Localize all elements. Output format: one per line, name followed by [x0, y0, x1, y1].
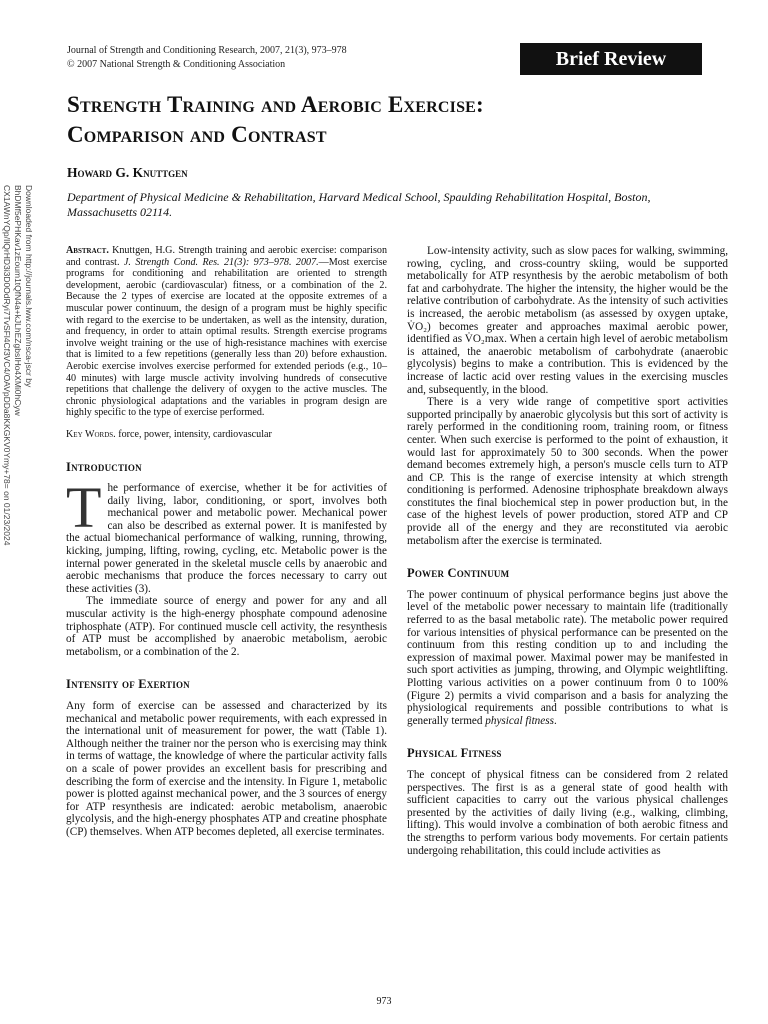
- left-column: [66, 245, 387, 839]
- page-number: 973: [376, 996, 392, 1007]
- drop-cap: T: [66, 475, 102, 541]
- watermark-line-1: Downloaded from http://journals.lww.com/nsca-jscr by BhDMf5ePHKav1zEoum1tQfN4a+kJLhEZgbsIHo4XMi0hCyw: [13, 185, 34, 416]
- download-watermark: [2, 185, 36, 605]
- keywords-label: Key Words.: [66, 428, 116, 440]
- section-heading-introduction: Introduction: [66, 459, 142, 474]
- power-paragraph-1: [407, 589, 728, 728]
- title-line-2: Comparison and Contrast: [67, 122, 327, 147]
- journal-citation: [67, 44, 347, 72]
- abstract-body: —Most exercise programs for conditioning and rehabilitation are oriented to strength development, aerobic (cardiovascular) fitness, or a combination of the 2. Because the 2 types of exercise are located at the opposite extremes of a muscular power continuum, the design of a program must be highly specific with regard to the exercise to be undertaken, as well as the intensity, duration, and frequency, in order to attain optimal results. Strength exercise programs involve weight training or the use of high-resistance machines with exercise that is limited to a few repetitions (generally less than 20) before exhaustion. Aerobic exercise involves exercise performed for extended periods (e.g., 10–40 minutes) with large muscle activity involving hundreds of consecutive repetitions that challenge the delivery of oxygen to the active muscles. The chronic physiological adaptations and the variables in program design are highly specific to the type of exercise performed.: [66, 256, 387, 419]
- fitness-paragraph-1: The concept of physical fitness can be considered from 2 related perspectives. The first is as a general state of good health with sufficient capacities to carry out the various physical challenges presented by the activities of daily living (e.g., walking, climbing, lifting). This would involve a combination of both aerobic fitness and the strengths to perform various body movements. For certain patients undergoing rehabilitation, this could include activities as: [407, 768, 728, 857]
- intro-paragraph-1: [66, 475, 387, 595]
- article-title: [67, 90, 707, 150]
- keywords-list: force, power, intensity, cardiovascular: [115, 428, 272, 440]
- power-paragraph-end: .: [553, 714, 557, 727]
- right-paragraph-1: Low-intensity activity, such as slow paces for walking, swimming, rowing, cycling, and cross-country skiing, would be supported metabolically for ATP resynthesis by the aerobic metabolism of both fat and carbohydrate. The higher the intensity, the higher would be the relative contribution of carbohydrate. As the intensity of such activities is increased, the aerobic metabolism (as assessed by oxygen uptake, V̇O₂) becomes greater and approaches maximal aerobic power, identified as V̇O₂max. When a certain high level of aerobic metabolism is attained, the anaerobic metabolism of carbohydrate (anaerobic glycolysis) begins to make a contribution. This is evidenced by the increase of lactic acid over resting values in the exercising muscles and, subsequently, in the blood.: [407, 245, 728, 396]
- right-column: [407, 245, 728, 857]
- intro-paragraph-1-text: he performance of exercise, whether it be for activities of daily living, labor, conditioning, or sport, involves both mechanical power and metabolic power. Mechanical power can also be described as external power. It is manifested by the actual biomechanical performance of walking, running, throwing, kicking, jumping, lifting, rowing, cycling, etc. Metabolic power is the internal power generated in the skeletal muscle cells by anaerobic and aerobic mechanisms that produce the forces necessary to carry out these activities (3).: [66, 482, 387, 595]
- article-type-badge: Brief Review: [520, 43, 702, 75]
- abstract-intro: Knuttgen, H.G. Strength training and aerobic exercise: comparison and contrast.: [66, 245, 387, 268]
- section-heading-physical-fitness: Physical Fitness: [407, 746, 502, 761]
- right-paragraph-2: There is a very wide range of competitive sport activities supported principally by anaerobic glycolysis but this sort of activity is rarely performed in the conditioning room, training room, or fitness center. When such exercise is performed to the point of exhaustion, it would last for approximately 50 to 300 seconds. When the power demand becomes extremely high, a person's muscle cells turn to ATP and CP. This is the range of exercise intensity at which strength conditioning is performed. Adenosine triphosphate breakdown always constitutes the final biochemical step in power production but, in the case of the highest levels of power production, stored ATP and CP provide all of the energy and they are reconstituted via aerobic metabolism after the exercise is terminated.: [407, 396, 728, 547]
- author-affiliation: Department of Physical Medicine & Rehabilitation, Harvard Medical School, Spaulding Rehabilitation Hospital, Boston, Massachusetts 02114.: [67, 190, 651, 219]
- section-heading-intensity: Intensity of Exertion: [66, 677, 190, 692]
- power-paragraph-italic: physical fitness: [485, 714, 554, 727]
- watermark-line-2: CX1AWnYQp/IlQrHD3i3D0OdRyi7TvSFl4Cf3VC4/OAVpDDa8KKGKV0Ymy+78= on 01/23/2024: [2, 185, 12, 546]
- title-line-1: Strength Training and Aerobic Exercise:: [67, 92, 484, 117]
- abstract-label: Abstract.: [66, 245, 109, 256]
- author-name: Howard G. Knuttgen: [67, 165, 188, 180]
- power-paragraph-text: The power continuum of physical performance begins just above the level of the metabolic power necessary to maintain life (traditionally referred to as the basal metabolic rate). The metabolic power required for various intensities of physical performance can be presented on the continuum from this resting condition up to and including the expression of maximal power. Maximal power may be manifested in such sport activities as jumping, throwing, and Olympic weightlifting. Plotting various activities on a power continuum from 0 to 100% (Figure 2) permits a vivid comparison and a basis for analyzing the physiological requirements and possible contributions to what is generally termed: [407, 588, 728, 727]
- journal-line: Journal of Strength and Conditioning Research, 2007, 21(3), 973–978: [67, 45, 347, 56]
- section-heading-power-continuum: Power Continuum: [407, 566, 510, 581]
- copyright-line: © 2007 National Strength & Conditioning Association: [67, 59, 286, 70]
- intro-paragraph-2: The immediate source of energy and power for any and all muscular activity is the high-energy phosphate compound adenosine triphosphate (ATP). For continued muscle cell activity, the resynthesis of ATP must be accomplished by anaerobic metabolism, aerobic metabolism, or a combination of the 2.: [66, 595, 387, 658]
- abstract: [66, 245, 387, 419]
- abstract-citation: J. Strength Cond. Res. 21(3): 973–978. 2007.: [123, 256, 319, 268]
- intensity-paragraph-1: Any form of exercise can be assessed and characterized by its mechanical and metabolic power requirements, with each expressed in the international unit of measurement for power, the watt (Table 1). Although neither the trainer nor the person who is exercising may think in terms of wattage, the knowledge of where the particular activity falls on a scale of power provides an excellent basis for prescribing and describing the form of exercise and the intensity. In Figure 1, metabolic power is plotted against mechanical power, and the 3 sources of energy for ATP resynthesis are indicated: aerobic metabolism, anaerobic glycolysis, and the high-energy phosphates ATP and creatine phosphate (CP) themselves. When ATP becomes depleted, all exercise terminates.: [66, 700, 387, 838]
- keywords: [66, 429, 387, 441]
